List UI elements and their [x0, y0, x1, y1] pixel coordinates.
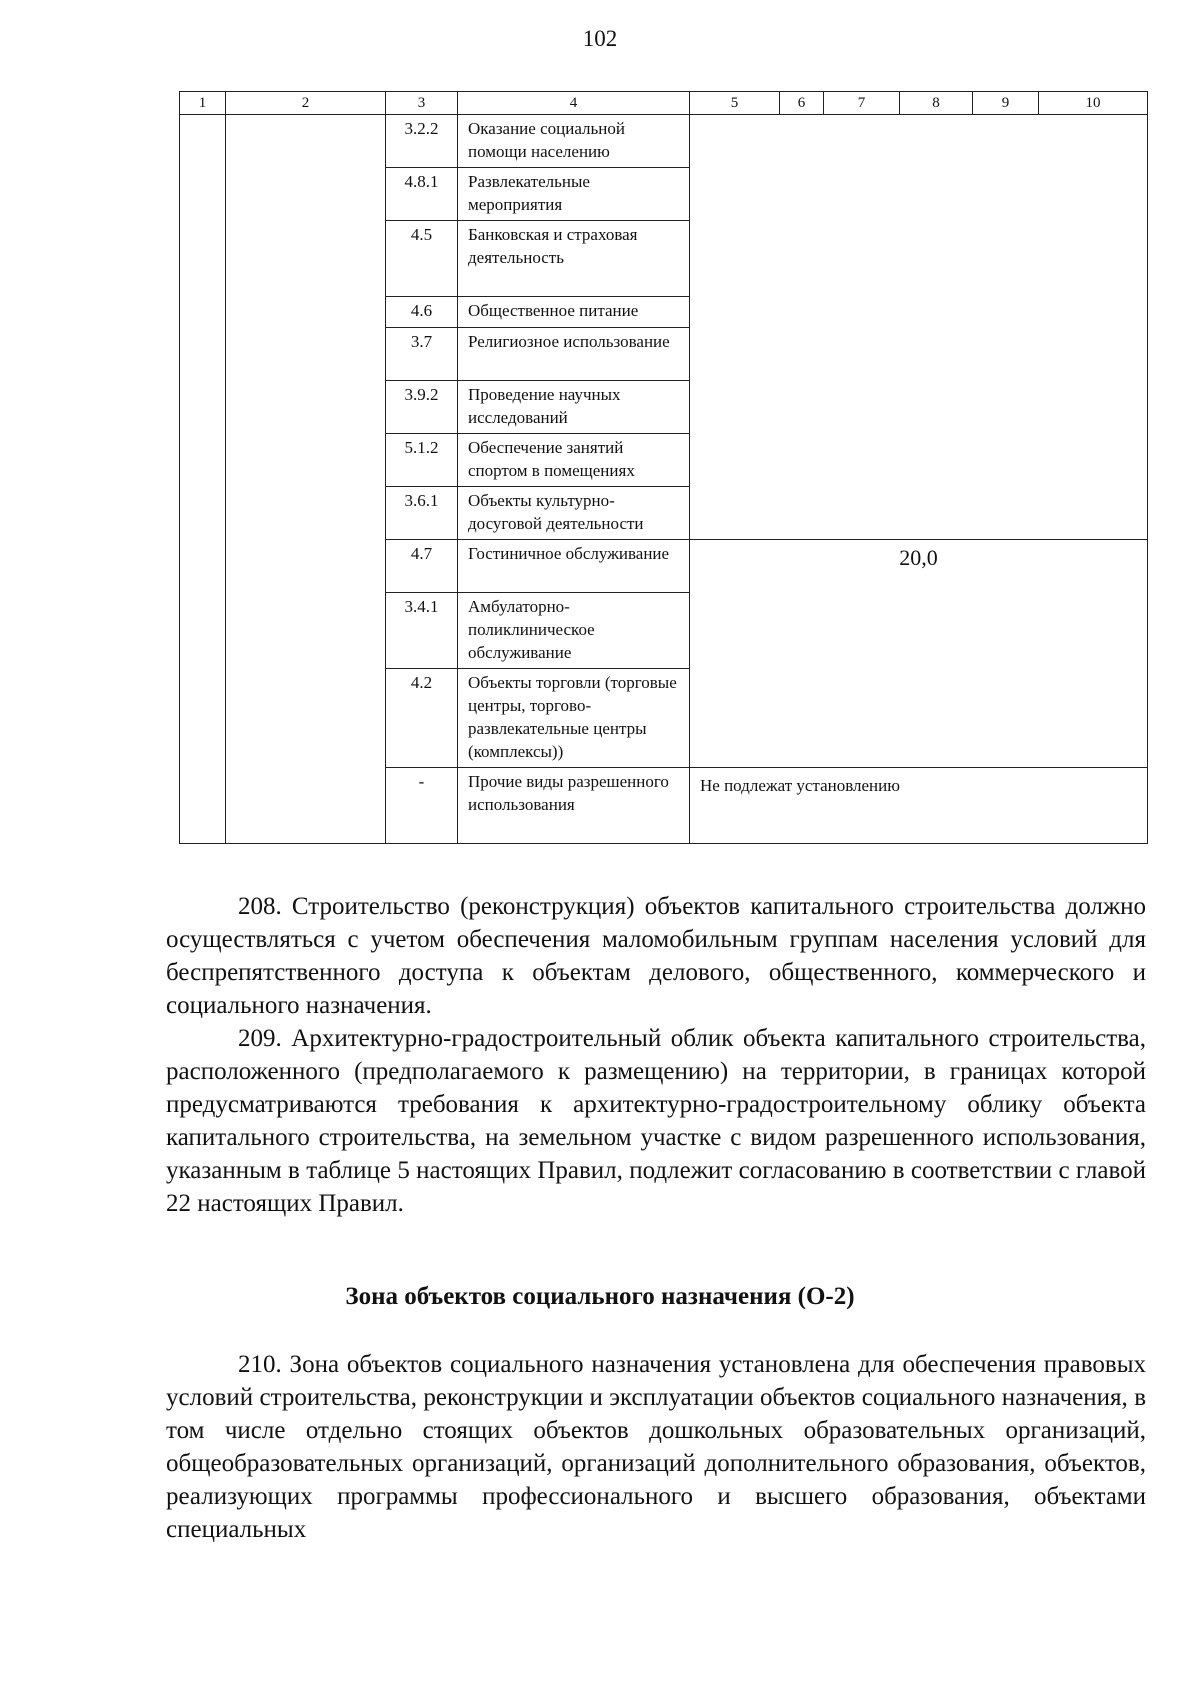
paragraphs-208-209	[166, 890, 1146, 1220]
section-heading: Зона объектов социального назначения (О-2)	[345, 1283, 855, 1310]
not-established-note: Не подлежат установлению	[690, 768, 1148, 844]
header-cell: 3	[386, 92, 458, 115]
header-cell: 2	[226, 92, 386, 115]
use-name: Банковская и страховая деятельность	[458, 221, 690, 297]
use-name: Оказание социальной помощи населению	[458, 115, 690, 168]
use-name: Проведение научных исследований	[458, 381, 690, 434]
use-name: Объекты торговли (торговые центры, торгово-развлекательные центры (комплексы))	[458, 669, 690, 768]
header-cell: 9	[973, 92, 1039, 115]
use-name: Общественное питание	[458, 297, 690, 328]
zone-table	[179, 91, 1148, 844]
col2-cell	[226, 115, 386, 844]
use-code: 4.6	[386, 297, 458, 328]
table-row	[180, 115, 1148, 168]
paragraph-208: 208. Строительство (реконструкция) объектов капитального строительства должно осуществляться с учетом обеспечения маломобильным группам населения условий для беспрепятственного доступа к объектам делового, общественного, коммерческого и социального назначения.	[166, 893, 1146, 1019]
header-cell: 4	[458, 92, 690, 115]
use-code: 4.2	[386, 669, 458, 768]
values-group-1	[690, 115, 1148, 540]
header-cell: 8	[900, 92, 973, 115]
use-code: 3.2.2	[386, 115, 458, 168]
header-cell: 1	[180, 92, 226, 115]
use-code: 3.4.1	[386, 593, 458, 669]
use-code: 4.7	[386, 540, 458, 593]
header-cell: 6	[780, 92, 824, 115]
use-name: Развлекательные мероприятия	[458, 168, 690, 221]
use-code: 5.1.2	[386, 434, 458, 487]
table-header-row	[180, 92, 1148, 115]
paragraph-210-block	[166, 1348, 1146, 1546]
max-percent-value: 20,0	[690, 540, 1148, 768]
header-cell: 10	[1039, 92, 1148, 115]
use-name: Объекты культурно-досуговой деятельности	[458, 487, 690, 540]
page-number: 102	[582, 26, 618, 51]
use-code: 3.7	[386, 328, 458, 381]
use-name: Обеспечение занятий спортом в помещениях	[458, 434, 690, 487]
use-code: 4.8.1	[386, 168, 458, 221]
use-code: 4.5	[386, 221, 458, 297]
col1-cell	[180, 115, 226, 844]
use-code: 3.9.2	[386, 381, 458, 434]
use-name: Религиозное использование	[458, 328, 690, 381]
use-name: Амбулаторно-поликлиническое обслуживание	[458, 593, 690, 669]
header-cell: 7	[824, 92, 900, 115]
paragraph-209: 209. Архитектурно-градостроительный облик объекта капитального строительства, расположенного (предполагаемого к размещению) на территории, в границах которой предусматриваются требования к архитектурно-градостроительному облику объекта капитального строительства, на земельном участке с видом разрешенного использования, указанным в таблице 5 настоящих Правил, подлежит согласованию в соответствии с главой 22 настоящих Правил.	[166, 1025, 1146, 1217]
use-name: Прочие виды разрешенного использования	[458, 768, 690, 844]
use-code: 3.6.1	[386, 487, 458, 540]
paragraph-210: 210. Зона объектов социального назначения установлена для обеспечения правовых условий строительства, реконструкции и эксплуатации объектов социального назначения, в том числе отдельно стоящих объектов дошкольных образовательных организаций, общеобразовательных организаций, организаций дополнительного образования, объектов, реализующих программы профессионального и высшего образования, объектами специальных	[166, 1351, 1146, 1543]
header-cell: 5	[690, 92, 780, 115]
use-code: -	[386, 768, 458, 844]
use-name: Гостиничное обслуживание	[458, 540, 690, 593]
